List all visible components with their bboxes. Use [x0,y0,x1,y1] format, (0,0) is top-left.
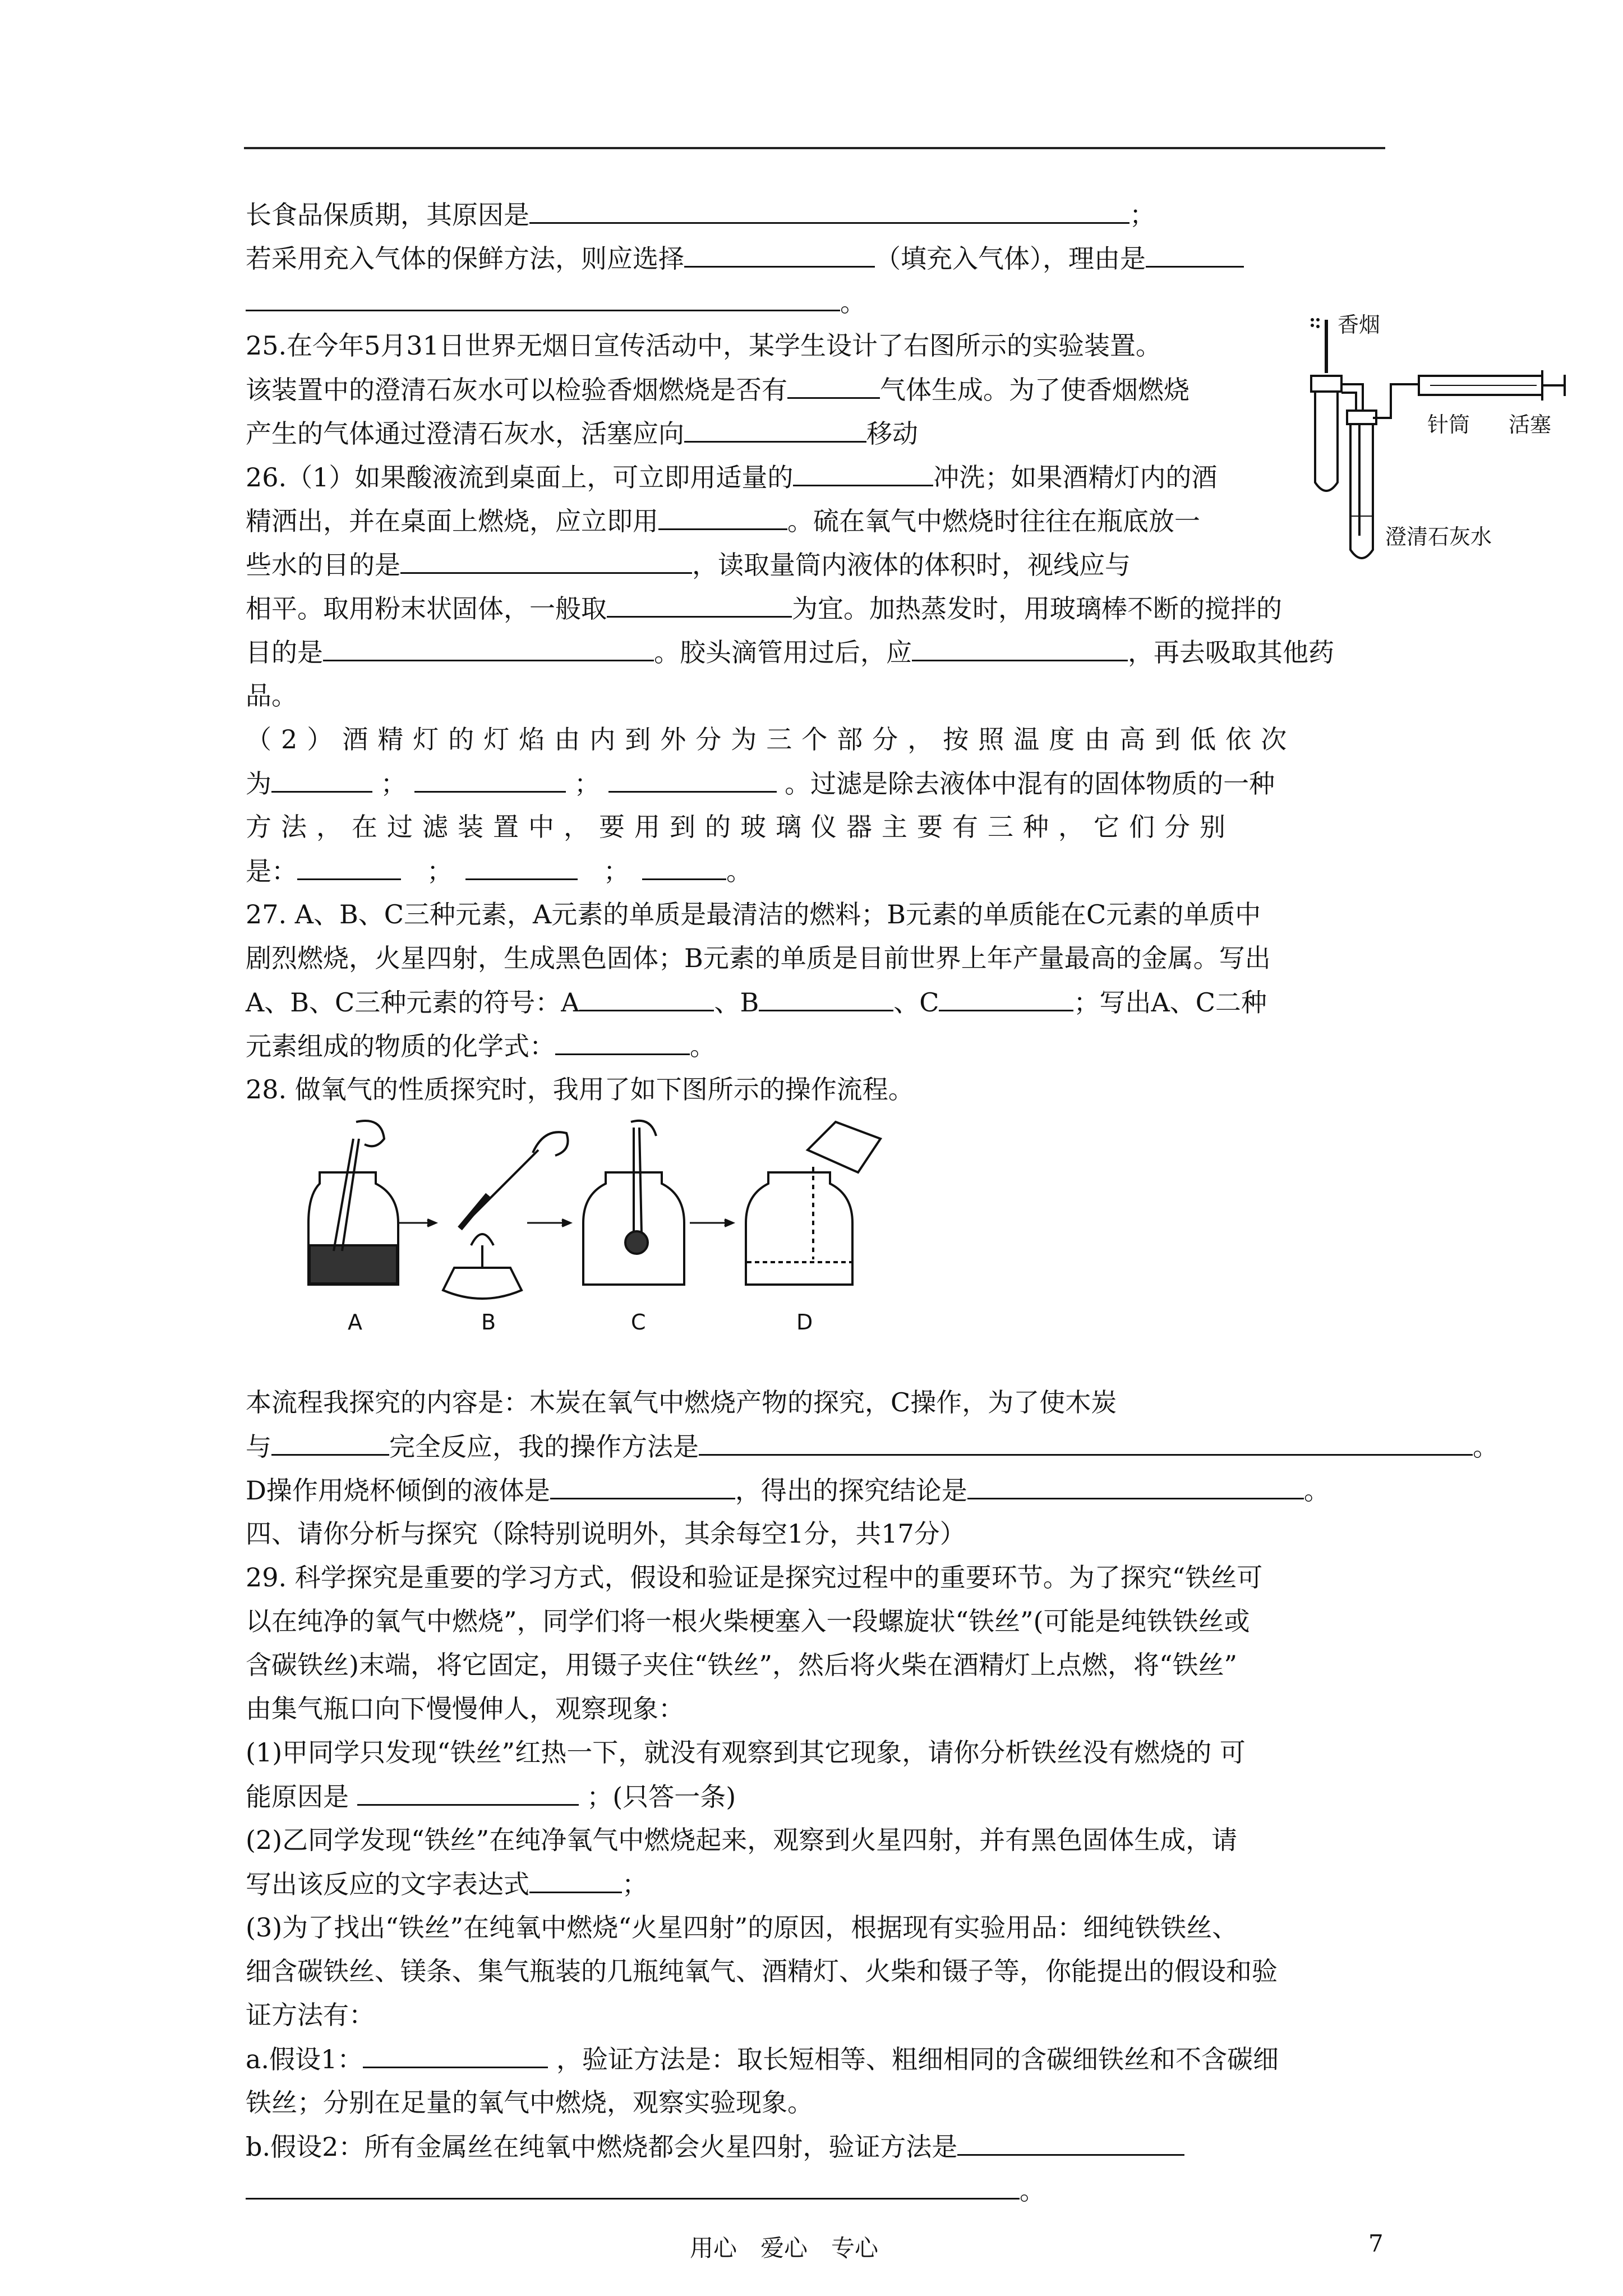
text-line: 品。 [246,680,297,711]
answer-blank[interactable] [787,372,880,399]
text-line: 些水的目的是 ，读取量筒内液体的体积时，视线应与 [246,547,1131,582]
answer-blank[interactable] [1146,241,1244,268]
text-line: 方法，在过滤装置中，要用到的玻璃仪器主要有三种，它们分别 [246,812,1235,842]
answer-blank[interactable] [246,285,840,311]
answer-blank[interactable] [699,1429,1473,1456]
text-line: 精洒出，并在桌面上燃烧，应立即用 。硫在氧气中燃烧时往往在瓶底放一 [246,504,1200,538]
flow-label: D [796,1310,813,1335]
text-line: 目的是 。胶头滴管用过后，应 ，再去吸取其他药 [246,635,1334,669]
text-line: 为 ； ； 。过滤是除去液体中混有的固体物质的一种 [246,766,1275,800]
answer-blank[interactable] [414,766,566,793]
answer-blank[interactable] [658,504,787,530]
text-line: 铁丝；分别在足量的氧气中燃烧，观察实验现象。 [246,2087,813,2118]
text-line: 若采用充入气体的保鲜方法，则应选择 （填充入气体），理由是 [246,241,1244,275]
text-line: 与 完全反应，我的操作方法是 。 [246,1429,1498,1464]
text-line: a.假设1： ，验证方法是：取长短相等、粗细相同的含碳细铁丝和不含碳细 [246,2042,1279,2076]
answer-blank[interactable] [555,1029,690,1055]
question-29: 29. 科学探究是重要的学习方式，假设和验证是探究过程中的重要环节。为了探究“铁丝可 [246,1562,1263,1593]
text-line: 相平。取用粉末状固体，一般取 为宜。加热蒸发时，用玻璃棒不断的搅拌的 [246,591,1282,625]
answer-blank[interactable] [271,1429,389,1456]
label-limewater: 澄清石灰水 [1385,524,1492,549]
text-line: 含碳铁丝)末端，将它固定，用镊子夹住“铁丝”，然后将火柴在酒精灯上点燃，将“铁丝” [246,1650,1238,1680]
answer-blank[interactable] [793,460,933,486]
flow-label: C [631,1310,646,1335]
text-line: (2)乙同学发现“铁丝”在纯净氧气中燃烧起来，观察到火星四射，并有黑色固体生成，请 [246,1825,1238,1855]
answer-blank[interactable] [465,854,578,880]
text-line: A、B、C三种元素的符号：A 、B 、C ；写出A、C二种 [246,985,1267,1019]
answer-blank[interactable] [550,1473,735,1499]
answer-blank[interactable] [939,985,1073,1011]
answer-blank[interactable] [400,547,692,574]
text-line: (1)甲同学只发现“铁丝”红热一下，就没有观察到其它现象，请你分析铁丝没有燃烧的 可 [246,1737,1246,1768]
flow-figure [303,1116,1099,1341]
text-line: (3)为了找出“铁丝”在纯氧中燃烧“火星四射”的原因，根据现有实验用品：细纯铁铁丝、 [246,1912,1238,1943]
answer-blank[interactable] [684,241,875,268]
text-line: 该装置中的澄清石灰水可以检验香烟燃烧是否有 气体生成。为了使香烟燃烧 [246,372,1189,407]
text-line: 剧烈燃烧，火星四射，生成黑色固体；B元素的单质是目前世界上年产量最高的金属。写出 [246,943,1271,973]
flow-label: A [348,1310,362,1335]
text-line: 本流程我探究的内容是：木炭在氧气中燃烧产物的探究，C操作，为了使木炭 [246,1387,1117,1418]
text-line: 证方法有： [246,2000,375,2030]
text-line: 产生的气体通过澄清石灰水，活塞应向 移动 [246,416,918,450]
answer-blank[interactable] [323,635,654,661]
text-line: D操作用烧杯倾倒的液体是 ，得出的探究结论是 。 [246,1473,1330,1507]
answer-blank[interactable] [297,854,401,880]
text-line: 写出该反应的文字表达式 ； [246,1867,648,1901]
answer-blank[interactable] [529,197,1129,224]
text-line: 。 [246,2173,1045,2207]
text-line: 以在纯净的氧气中燃烧”，同学们将一根火柴梗塞入一段螺旋状“铁丝”(可能是纯铁铁丝或 [246,1606,1250,1636]
text-line: 。 [246,285,866,319]
answer-blank[interactable] [579,985,714,1011]
question-26: 26.（1）如果酸液流到桌面上，可立即用适量的 冲洗；如果酒精灯内的酒 [246,460,1217,494]
question-28: 28. 做氧气的性质探究时，我用了如下图所示的操作流程。 [246,1074,914,1105]
answer-blank[interactable] [967,1473,1304,1499]
header-rule [244,147,1385,149]
page-number: 7 [1368,2230,1384,2257]
answer-blank[interactable] [607,591,792,618]
flow-label: B [481,1310,496,1335]
label-piston: 活塞 [1509,412,1552,437]
answer-blank[interactable] [529,1867,622,1893]
answer-blank[interactable] [363,2042,548,2068]
apparatus-figure [1301,314,1570,572]
answer-blank[interactable] [608,766,777,793]
text-line: （2）酒精灯的灯焰由内到外分为三个部分，按照温度由高到低依次 [246,724,1297,754]
answer-blank[interactable] [912,635,1128,661]
answer-blank[interactable] [642,854,726,880]
answer-blank[interactable] [357,1779,579,1806]
label-syringe: 针筒 [1427,412,1470,437]
section-heading: 四、请你分析与探究（除特别说明外，其余每空1分，共17分） [246,1519,966,1549]
text-line: 是： ； ； 。 [246,854,752,888]
text-line: 元素组成的物质的化学式： 。 [246,1029,716,1063]
answer-blank[interactable] [759,985,893,1011]
text-line: 长食品保质期，其原因是 ； [246,197,1155,232]
footer-motto: 用心 爱心 专心 [690,2234,879,2262]
question-25: 25.在今年5月31日世界无烟日宣传活动中，某学生设计了右图所示的实验装置。 [246,330,1161,361]
text-line: 能原因是 ；(只答一条) [246,1779,736,1814]
label-cigarette: 香烟 [1338,314,1381,337]
text-line: b.假设2：所有金属丝在纯氧中燃烧都会火星四射，验证方法是 [246,2129,1184,2164]
answer-blank[interactable] [957,2129,1184,2156]
answer-blank[interactable] [684,416,866,443]
text-line: 由集气瓶口向下慢慢伸人，观察现象： [246,1694,684,1724]
text-line: 细含碳铁丝、镁条、集气瓶装的几瓶纯氧气、酒精灯、火柴和镊子等，你能提出的假设和验 [246,1956,1278,1986]
question-27: 27. A、B、C三种元素，A元素的单质是最清洁的燃料；B元素的单质能在C元素的单质中 [246,899,1261,930]
answer-blank[interactable] [271,766,372,793]
answer-blank[interactable] [246,2173,1020,2200]
